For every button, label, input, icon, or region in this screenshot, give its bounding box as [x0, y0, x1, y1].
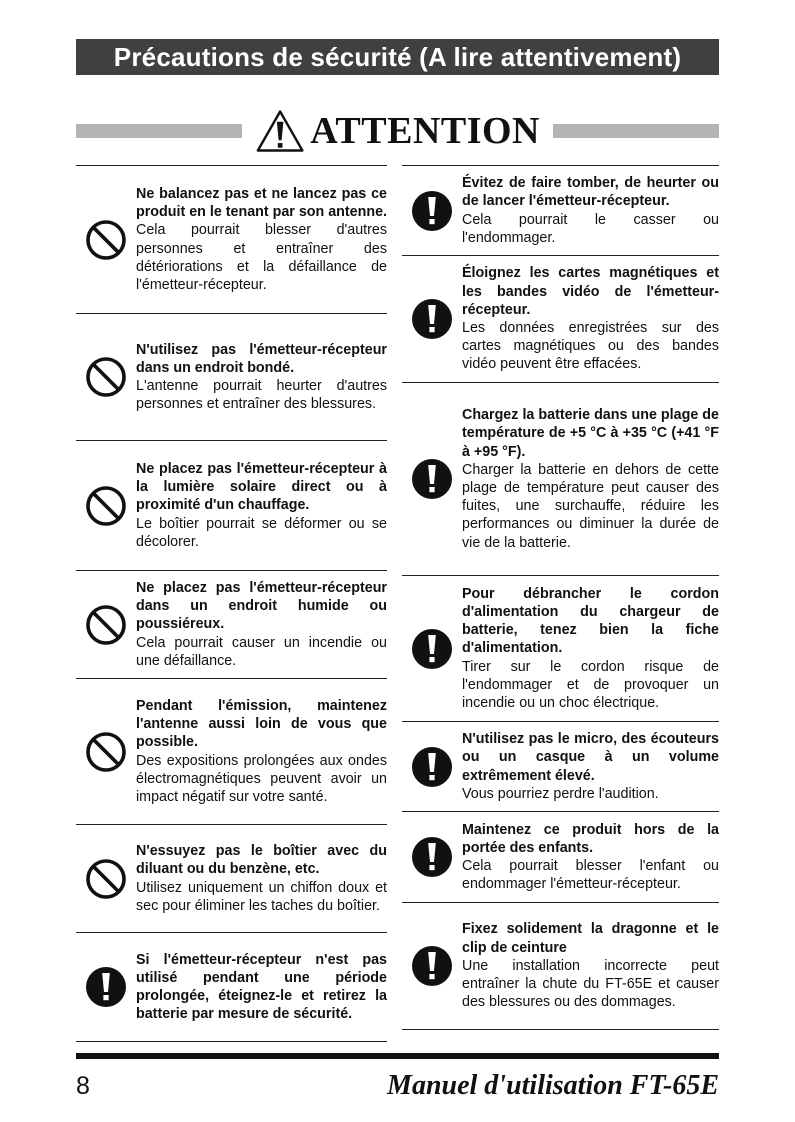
page-number: 8 — [76, 1072, 90, 1100]
precaution-item — [402, 721, 719, 811]
precaution-body: Cela pourrait blesser d'autres personnes et entraîner des détériorations et la défaillance de l'émetteur-récepteur. — [136, 222, 387, 293]
precaution-item — [76, 313, 387, 440]
precaution-item — [76, 932, 387, 1042]
precaution-title: N'utilisez pas l'émetteur-récepteur dans un endroit bondé. — [136, 341, 387, 376]
warning-triangle-icon — [256, 108, 304, 154]
precaution-title: Éloignez les cartes magnétiques et les bandes vidéo de l'émetteur-récepteur. — [462, 265, 719, 318]
precaution-body: Cela pourrait blesser l'enfant ou endommager l'émetteur-récepteur. — [462, 858, 719, 893]
mandatory-action-icon — [85, 966, 127, 1008]
prohibition-icon — [85, 485, 127, 527]
attention-bar-right — [553, 124, 719, 138]
mandatory-action-icon — [411, 628, 453, 670]
mandatory-action-icon — [411, 298, 453, 340]
prohibition-icon — [85, 858, 127, 900]
mandatory-action-icon — [411, 945, 453, 987]
precaution-body: Les données enregistrées sur des cartes magnétiques ou des bandes vidéo peuvent être effacées. — [462, 320, 719, 373]
precaution-title: Ne placez pas l'émetteur-récepteur à la lumière solaire direct ou à proximité d'un chauffage. — [136, 460, 387, 514]
precaution-title: Évitez de faire tomber, de heurter ou de lancer l'émetteur-récepteur. — [462, 175, 719, 210]
precaution-item — [76, 570, 387, 678]
attention-banner — [76, 92, 719, 162]
precaution-title: Chargez la batterie dans une plage de température de +5 °C à +35 °C (+41 °F à +95 °F). — [462, 407, 719, 460]
mandatory-action-icon — [411, 836, 453, 878]
attention-heading — [256, 92, 540, 162]
precaution-body: Le boîtier pourrait se déformer ou se décolorer. — [136, 515, 387, 550]
precaution-title: Fixez solidement la dragonne et le clip de ceinture — [462, 921, 719, 956]
left-column — [76, 165, 387, 1042]
precaution-item — [76, 440, 387, 570]
precaution-body: Vous pourriez perdre l'audition. — [462, 785, 659, 802]
precaution-body: Des expositions prolongées aux ondes électromagnétiques peuvent avoir un impact négatif sur votre santé. — [136, 752, 387, 805]
mandatory-action-icon — [411, 458, 453, 500]
precaution-item — [76, 824, 387, 932]
precaution-item — [402, 902, 719, 1030]
precaution-body: Utilisez uniquement un chiffon doux et sec pour éliminer les taches du boîtier. — [136, 879, 387, 914]
precaution-title: Pendant l'émission, maintenez l'antenne aussi loin de vous que possible. — [136, 697, 387, 751]
precaution-item — [402, 382, 719, 575]
footer-rule — [76, 1053, 719, 1059]
precaution-body: Tirer sur le cordon risque de l'endommager et de provoquer un incendie ou un choc électrique. — [462, 658, 719, 711]
precaution-body: Cela pourrait causer un incendie ou une défaillance. — [136, 634, 387, 669]
precaution-title: N'utilisez pas le micro, des écouteurs ou un casque à un volume extrêmement élevé. — [462, 731, 719, 784]
precaution-title: Ne placez pas l'émetteur-récepteur dans un endroit humide ou poussiéreux. — [136, 579, 387, 633]
attention-bar-left — [76, 124, 242, 138]
precaution-body: L'antenne pourrait heurter d'autres personnes et entraîner des blessures. — [136, 378, 387, 413]
prohibition-icon — [85, 604, 127, 646]
precaution-body: Une installation incorrecte peut entraîner la chute du FT-65E et causer des blessures ou des dommages. — [462, 957, 719, 1011]
precaution-title: Si l'émetteur-récepteur n'est pas utilisé pendant une période prolongée, éteignez-le et retirez la batterie par mesure de sécurité. — [136, 951, 387, 1023]
mandatory-action-icon — [411, 746, 453, 788]
precaution-item — [402, 255, 719, 382]
precaution-body: Cela pourrait le casser ou l'endommager. — [462, 211, 719, 246]
section-title: Précautions de sécurité (A lire attentivement) — [76, 39, 719, 75]
precaution-item — [76, 678, 387, 824]
prohibition-icon — [85, 356, 127, 398]
precaution-title: Pour débrancher le cordon d'alimentation du chargeur de batterie, tenez bien la fiche d'alimentation. — [462, 585, 719, 657]
mandatory-action-icon — [411, 190, 453, 232]
attention-word: ATTENTION — [310, 110, 540, 152]
precaution-item — [402, 575, 719, 721]
precaution-item — [76, 165, 387, 313]
prohibition-icon — [85, 731, 127, 773]
right-column — [402, 165, 719, 1030]
precaution-item — [402, 165, 719, 255]
precaution-title: Ne balancez pas et ne lancez pas ce produit en le tenant par son antenne. — [136, 185, 388, 221]
precaution-title: N'essuyez pas le boîtier avec du diluant ou du benzène, etc. — [136, 843, 387, 878]
manual-title: Manuel d'utilisation FT-65E — [387, 1070, 719, 1101]
prohibition-icon — [85, 219, 127, 261]
precaution-body: Charger la batterie en dehors de cette plage de température peut causer des fuites, une surchauffe, réduire les performances ou diminuer la durée de vie de la batterie. — [462, 461, 719, 551]
precaution-title: Maintenez ce produit hors de la portée des enfants. — [462, 821, 719, 856]
precaution-item — [402, 811, 719, 902]
